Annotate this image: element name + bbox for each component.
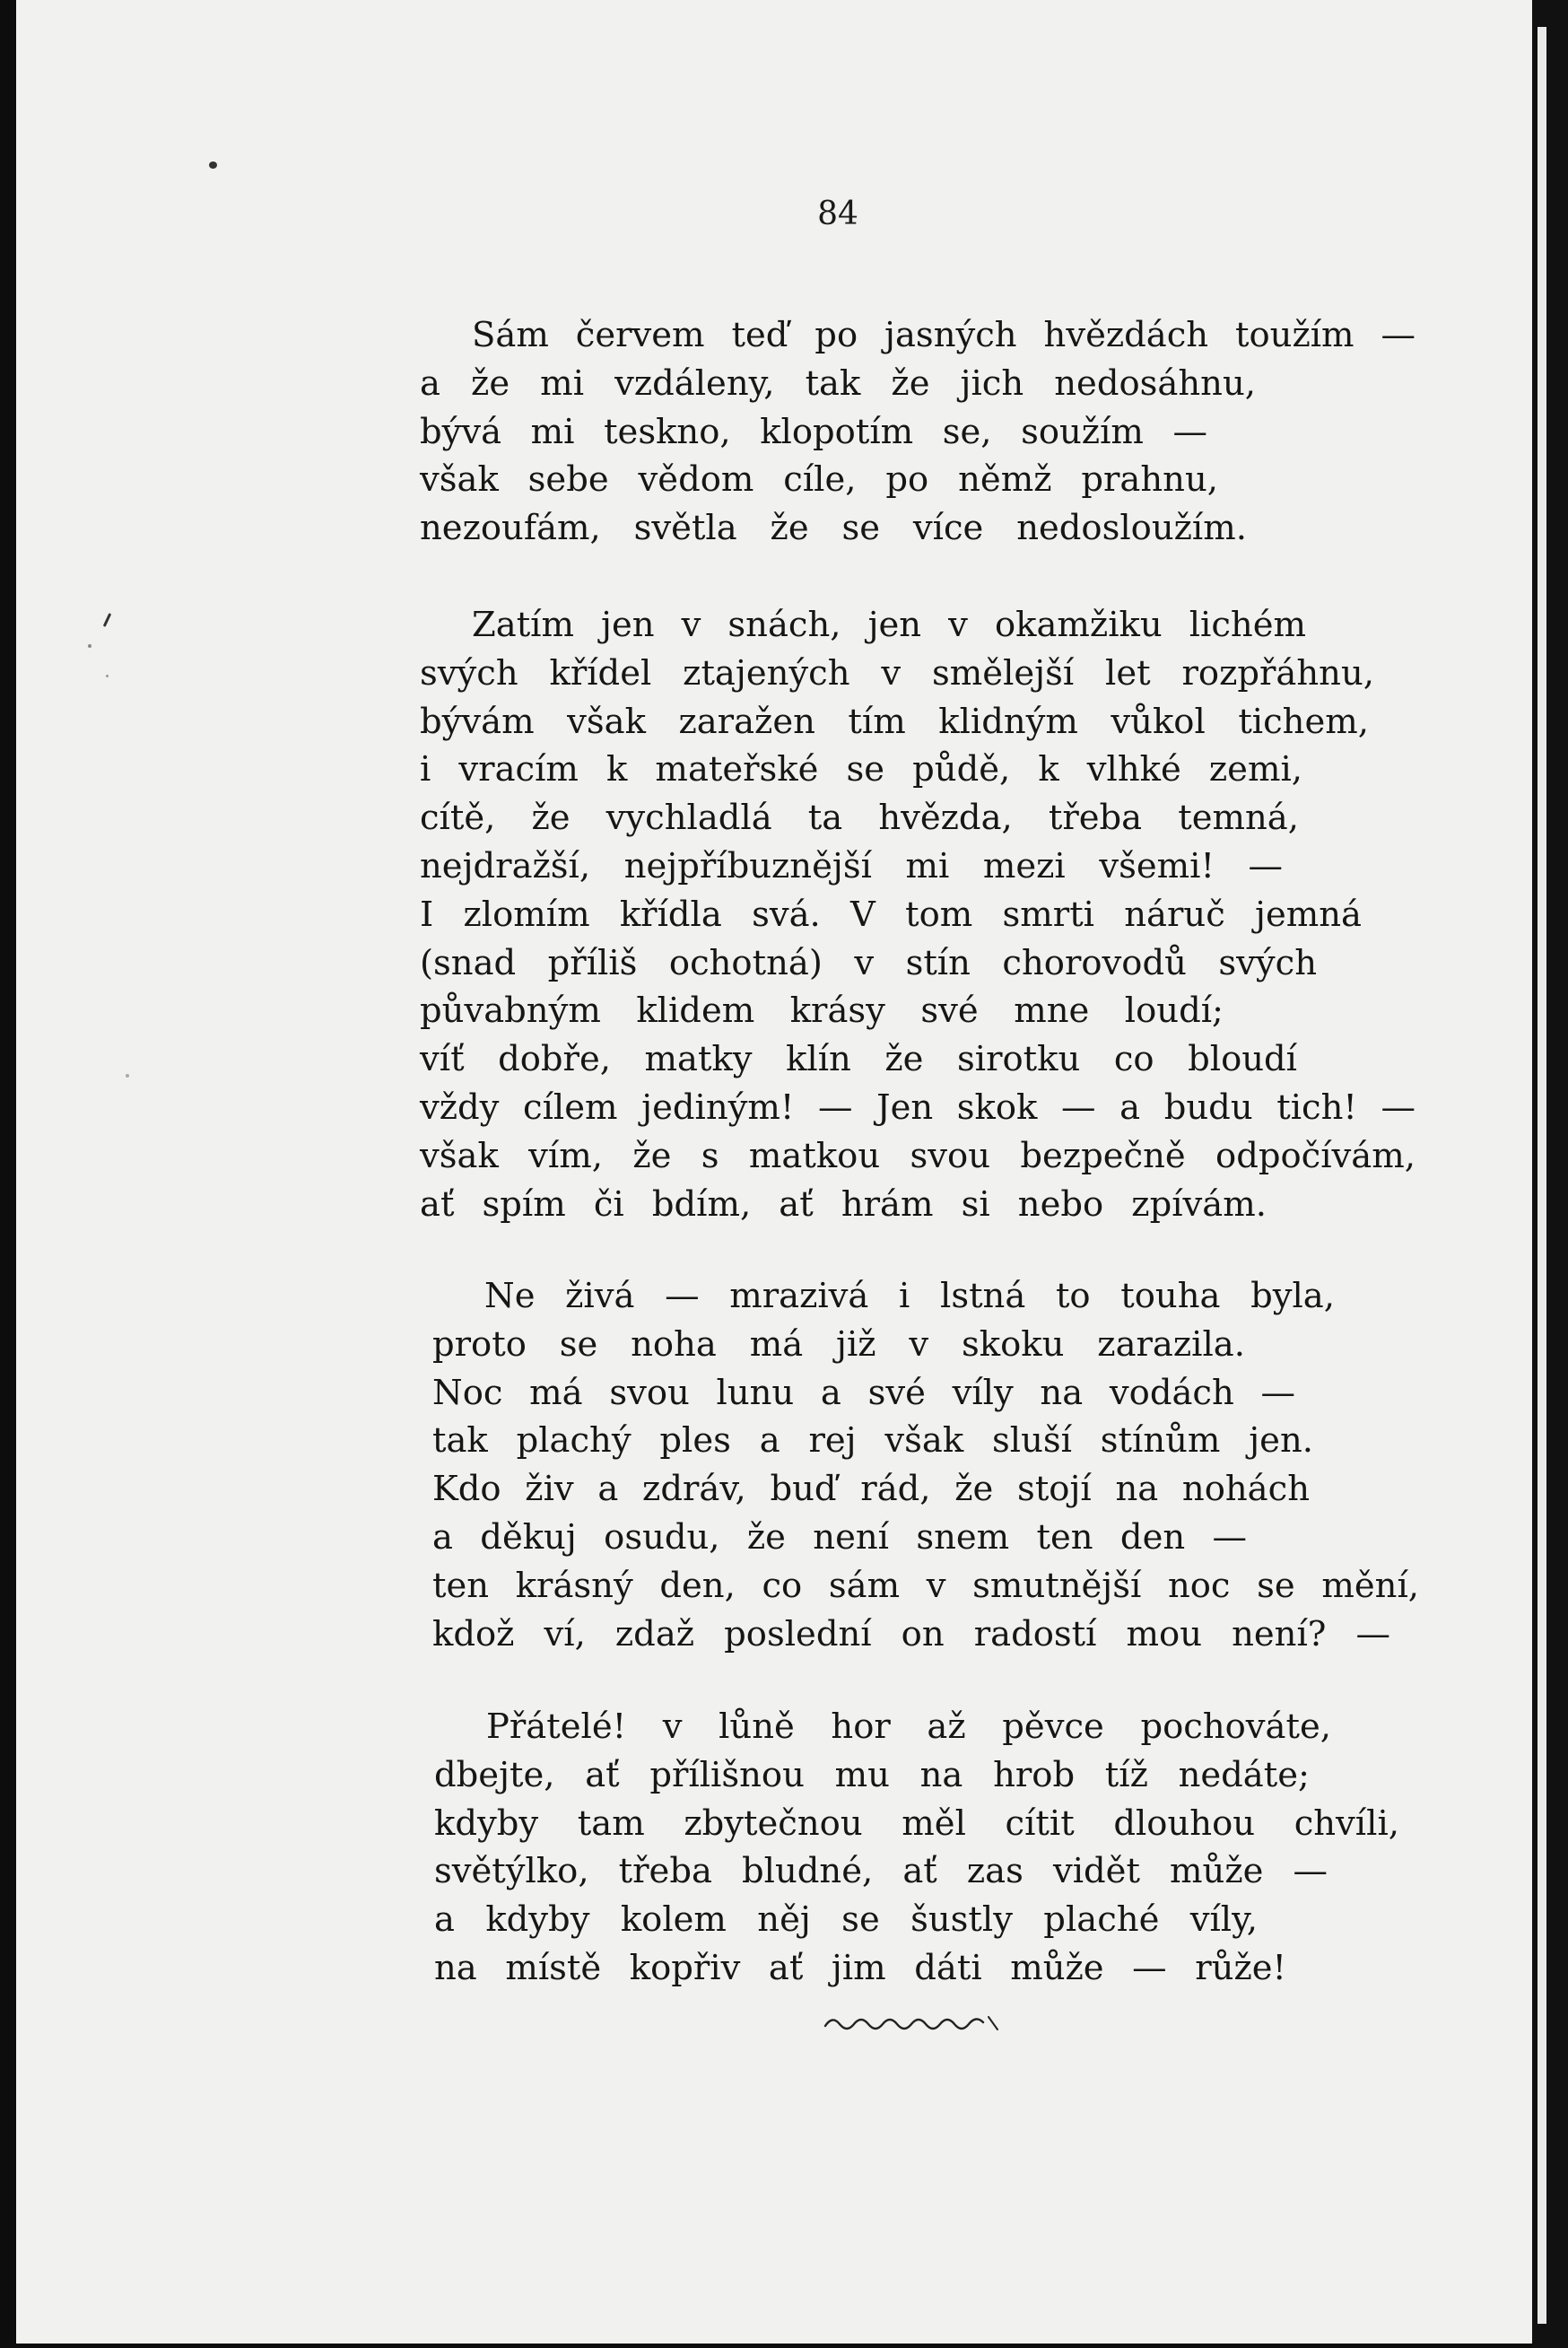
scan-edge (1532, 0, 1568, 2348)
verse-line: I zlomím křídla svá. V tom smrti náruč jemná (420, 894, 1362, 935)
verse-line: proto se noha má již v skoku zarazila. (432, 1323, 1245, 1365)
verse-line: půvabným klidem krásy své mne loudí; (420, 991, 1224, 1032)
verse-line: vždy cílem jediným! — Jen skok — a budu tich! — (420, 1087, 1416, 1128)
verse-line: a děkuj osudu, že není snem ten den — (432, 1516, 1247, 1558)
verse-line: i vracím k mateřské se půdě, k vlhké zemi, (420, 749, 1302, 790)
verse-line: a že mi vzdáleny, tak že jich nedosáhnu, (420, 362, 1256, 404)
verse-line: a kdyby kolem něj se šustly plaché víly, (434, 1899, 1258, 1941)
ink-speck (126, 1074, 129, 1078)
stanza (434, 1703, 1399, 1993)
verse-line: dbejte, ať přílišnou mu na hrob tíž nedáte; (434, 1754, 1310, 1795)
verse-line: však vím, že s matkou svou bezpečně odpočívám, (420, 1135, 1416, 1176)
verse-line: Noc má svou lunu a své víly na vodách — (432, 1372, 1295, 1413)
verse-line: bývám však zaražen tím klidným vůkol tichem, (420, 701, 1369, 742)
verse-line: světýlko, třeba bludné, ať zas vidět může — (434, 1851, 1328, 1892)
ink-speck (209, 161, 217, 169)
verse-line: kdož ví, zdaž poslední on radostí mou není? — (432, 1613, 1390, 1654)
verse-line: (snad příliš ochotná) v stín chorovodů svých (420, 942, 1317, 983)
verse-line: ten krásný den, co sám v smutnější noc se mění, (432, 1565, 1419, 1606)
verse-line: svých křídel ztajených v smělejší let rozpřáhnu, (420, 652, 1374, 694)
stanza (420, 311, 1416, 553)
ink-speck (106, 675, 109, 677)
verse-line: Ne živá — mrazivá i lstná to touha byla, (484, 1276, 1335, 1316)
verse-line: cítě, že vychladlá ta hvězda, třeba temná, (420, 798, 1299, 839)
verse-line: kdyby tam zbytečnou měl cítit dlouhou chvíli, (434, 1802, 1399, 1844)
verse-line: na místě kopřiv ať jim dáti může — růže! (434, 1947, 1286, 1988)
adjacent-page-edge (1538, 27, 1546, 2324)
stanza (432, 1272, 1419, 1658)
verse-line: víť dobře, matky klín že sirotku co bloudí (420, 1039, 1297, 1080)
verse-line: tak plachý ples a rej však sluší stínům jen. (432, 1420, 1313, 1462)
verse-line: ať spím či bdím, ať hrám si nebo zpívám. (420, 1183, 1267, 1225)
verse-line: Zatím jen v snách, jen v okamžiku lichém (472, 605, 1306, 645)
verse-line: Přátelé! v lůně hor až pěvce pochováte, (486, 1706, 1331, 1747)
page-number: 84 (817, 196, 858, 232)
verse-line: Kdo živ a zdráv, buď rád, že stojí na nohách (432, 1469, 1310, 1510)
verse-line: nejdražší, nejpříbuznější mi mezi všemi! — (420, 845, 1283, 886)
wavy-line-ornament-icon (823, 2012, 1003, 2038)
verse-line: nezoufám, světla že se více nedosloužím. (420, 508, 1247, 549)
verse-line: Sám červem teď po jasných hvězdách toužím — (472, 315, 1416, 355)
ink-speck (103, 613, 111, 627)
stanza (420, 601, 1416, 1228)
verse-line: však sebe vědom cíle, po němž prahnu, (420, 459, 1218, 501)
verse-line: bývá mi teskno, klopotím se, soužím — (420, 411, 1207, 452)
ink-speck (88, 644, 91, 648)
